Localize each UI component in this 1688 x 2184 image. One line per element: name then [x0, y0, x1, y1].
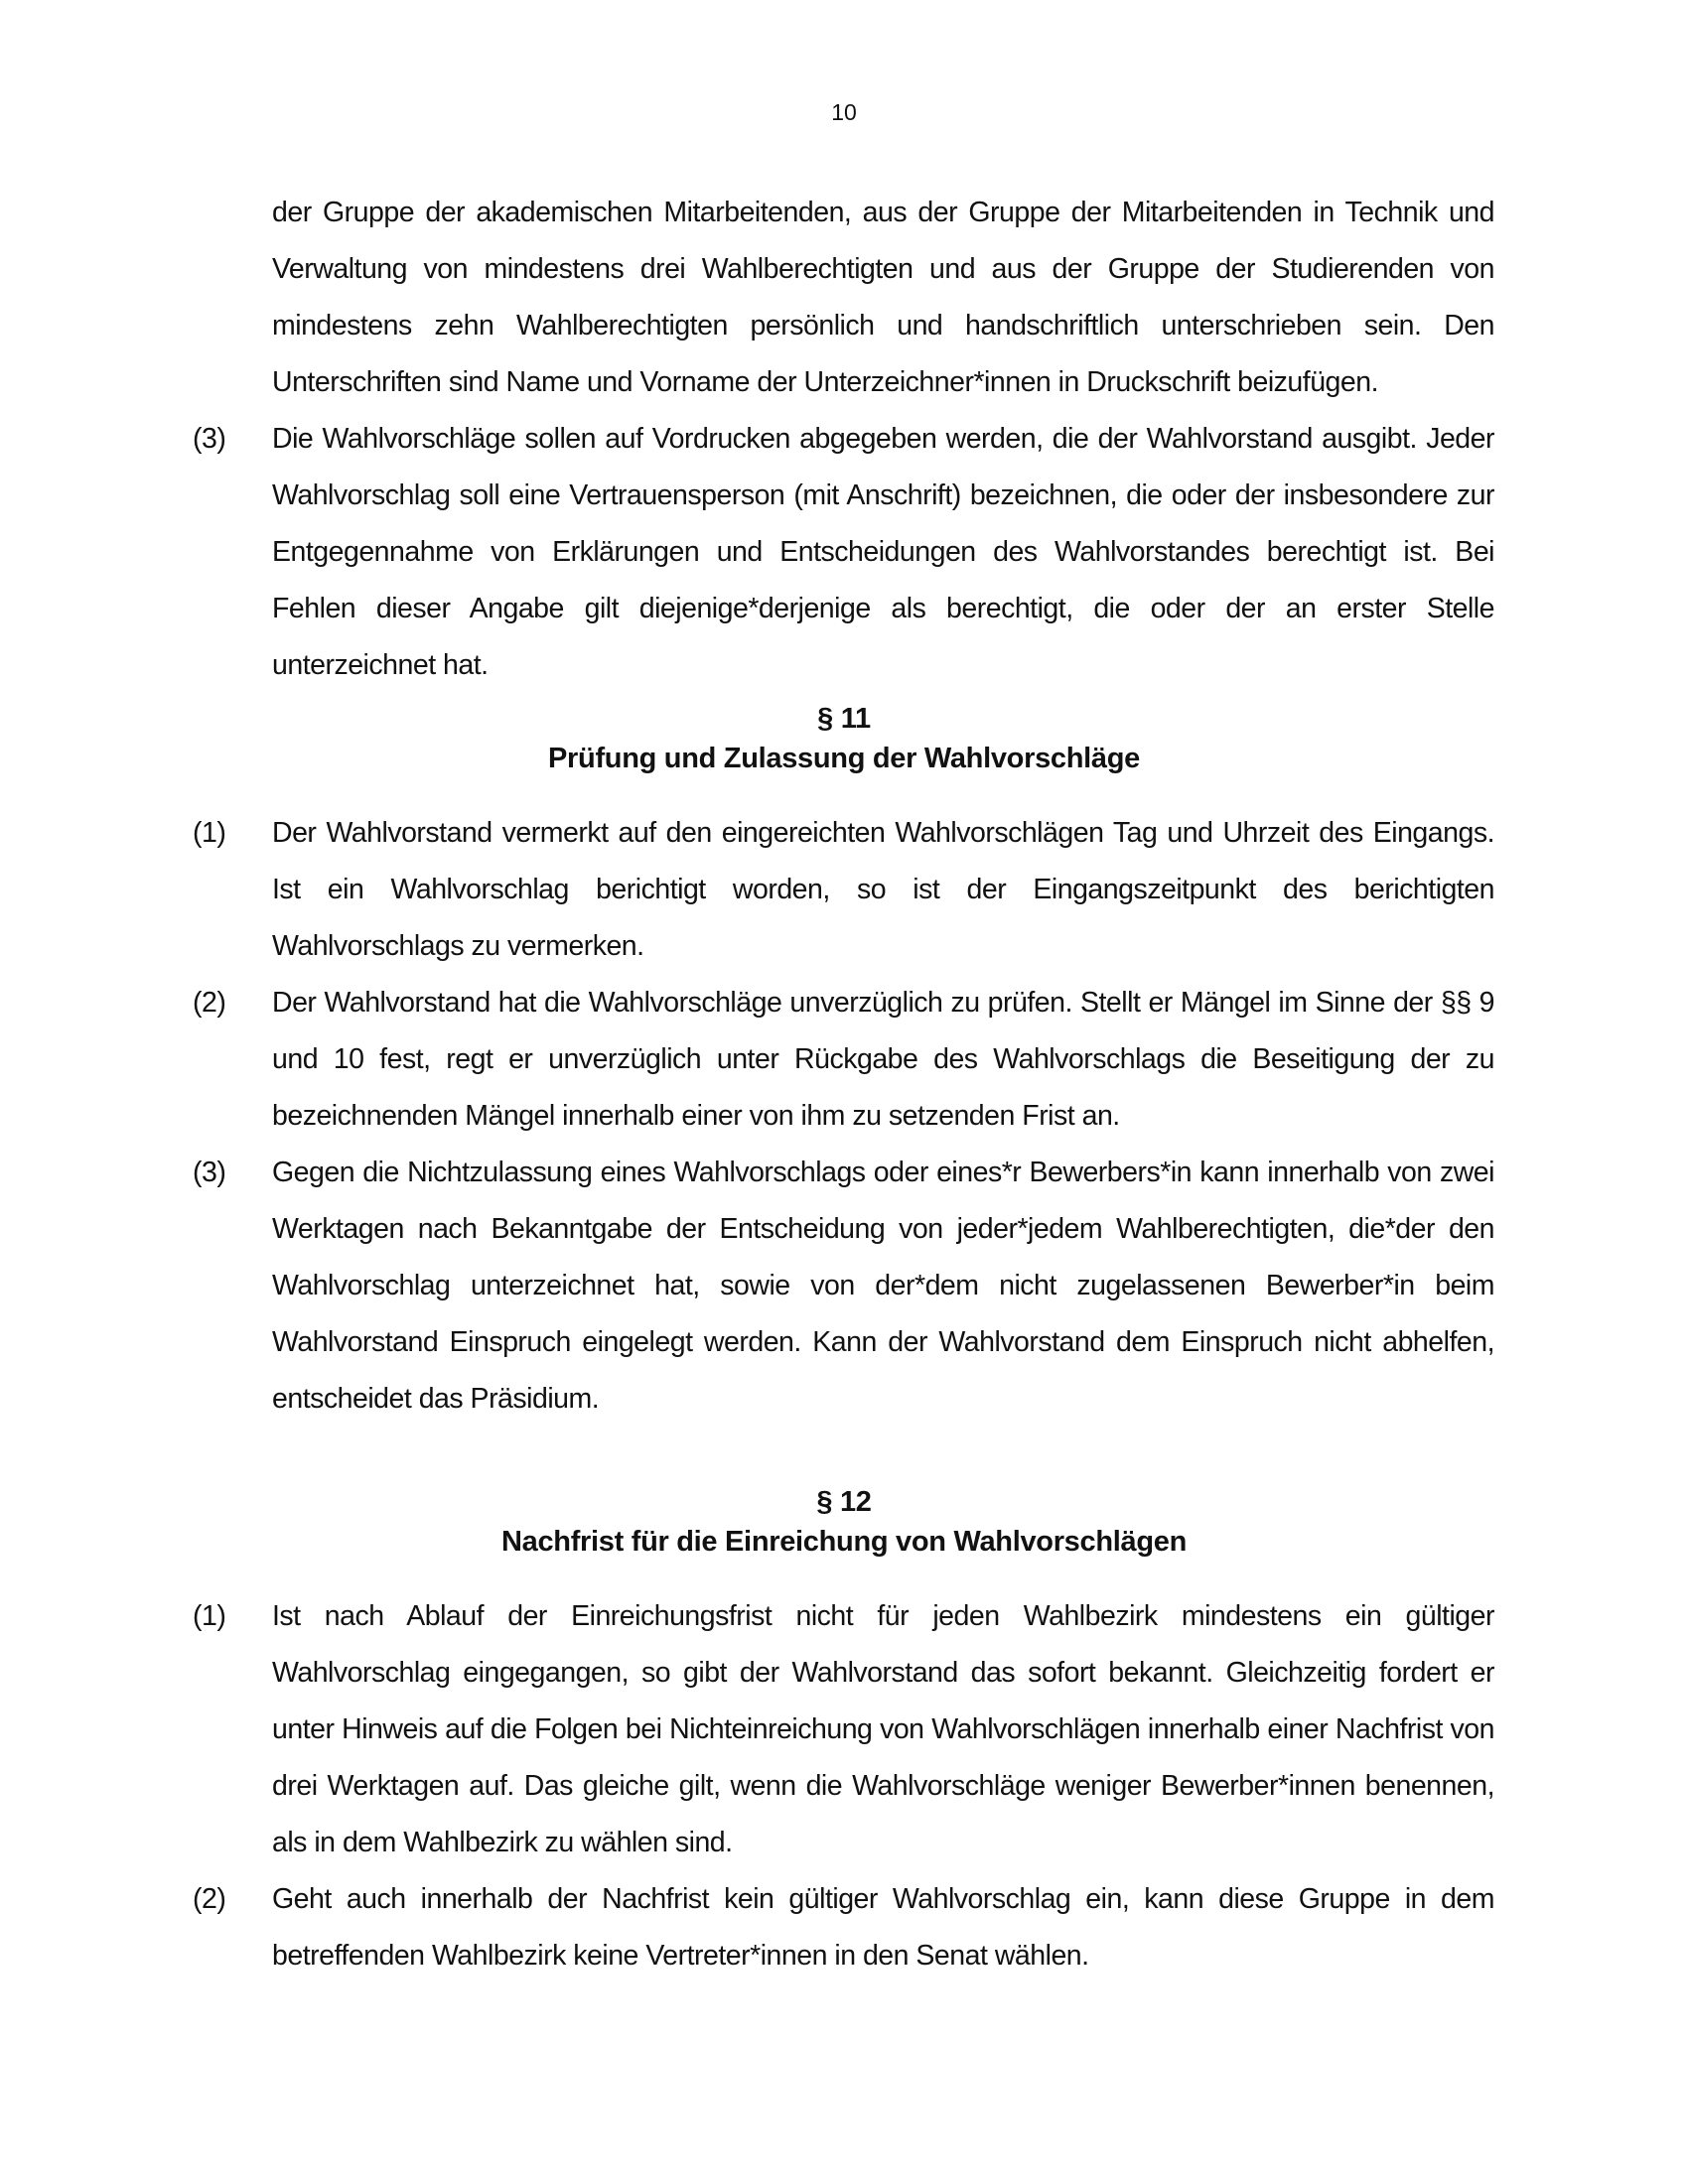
paragraph-text: Der Wahlvorstand hat die Wahlvorschläge unverzüglich zu prüfen. Stellt er Mängel im Sinne der §§ 9 und 10 fest, regt er unverzüglich unter Rückgabe des Wahlvorschlags die Beseitigung der zu bezeichnenden Mängel innerhalb einer von ihm zu setzenden Frist an.: [272, 987, 1494, 1132]
section-10-continuation: [193, 185, 1494, 694]
paragraph-number: (3): [193, 1157, 226, 1188]
paragraph-text: Der Wahlvorstand vermerkt auf den eingereichten Wahlvorschlägen Tag und Uhrzeit des Eingangs. Ist ein Wahlvorschlag berichtigt worden, so ist der Eingangszeitpunkt des berichtigten Wahlvorschlags zu vermerken.: [272, 817, 1494, 962]
paragraph-continuation: [193, 185, 1494, 411]
paragraph-12-2: [193, 1871, 1494, 1984]
section-12-body: [193, 1588, 1494, 1984]
paragraph-number: (1): [193, 1600, 226, 1632]
section-number: § 12: [816, 1486, 872, 1518]
paragraph-11-3: [193, 1145, 1494, 1428]
paragraph-10-3: [193, 411, 1494, 694]
paragraph-number: (2): [193, 1883, 226, 1915]
section-11-heading: [0, 699, 1688, 778]
paragraph-text: Geht auch innerhalb der Nachfrist kein gültiger Wahlvorschlag ein, kann diese Gruppe in dem betreffenden Wahlbezirk keine Vertreter*innen in den Senat wählen.: [272, 1883, 1494, 1972]
paragraph-12-1: [193, 1588, 1494, 1871]
paragraph-text: Die Wahlvorschläge sollen auf Vordrucken abgegeben werden, die der Wahlvorstand ausgibt. Jeder Wahlvorschlag soll eine Vertrauensperson (mit Anschrift) bezeichnen, die oder der insbesondere zur Entgegennahme von Erklärungen und Entscheidungen des Wahlvorstandes berechtigt ist. Bei Fehlen dieser Angabe gilt diejenige*derjenige als berechtigt, die oder der an erster Stelle unterzeichnet hat.: [272, 423, 1494, 681]
paragraph-number: (1): [193, 817, 226, 849]
section-11-body: [193, 805, 1494, 1428]
section-12-heading: [0, 1482, 1688, 1562]
page-number: 10: [831, 99, 857, 125]
paragraph-11-2: [193, 975, 1494, 1145]
paragraph-text: Ist nach Ablauf der Einreichungsfrist nicht für jeden Wahlbezirk mindestens ein gültiger Wahlvorschlag eingegangen, so gibt der Wahlvorstand das sofort bekannt. Gleichzeitig fordert er unter Hinweis auf die Folgen bei Nichteinreichung von Wahlvorschlägen innerhalb einer Nachfrist von drei Werktagen auf. Das gleiche gilt, wenn die Wahlvorschläge weniger Bewerber*innen benennen, als in dem Wahlbezirk zu wählen sind.: [272, 1600, 1494, 1858]
paragraph-number: (3): [193, 423, 226, 455]
paragraph-text: der Gruppe der akademischen Mitarbeitenden, aus der Gruppe der Mitarbeitenden in Technik und Verwaltung von mindestens drei Wahlberechtigten und aus der Gruppe der Studierenden von mindestens zehn Wahlberechtigten persönlich und handschriftlich unterschrieben sein. Den Unterschriften sind Name und Vorname der Unterzeichner*innen in Druckschrift beizufügen.: [272, 197, 1494, 398]
paragraph-number: (2): [193, 987, 226, 1019]
section-title: Prüfung und Zulassung der Wahlvorschläge: [548, 743, 1140, 774]
section-title: Nachfrist für die Einreichung von Wahlvorschlägen: [500, 1526, 1187, 1558]
paragraph-11-1: [193, 805, 1494, 975]
section-number: § 11: [817, 703, 871, 735]
paragraph-text: Gegen die Nichtzulassung eines Wahlvorschlags oder eines*r Bewerbers*in kann innerhalb von zwei Werktagen nach Bekanntgabe der Entscheidung von jeder*jedem Wahlberechtigten, die*der den Wahlvorschlag unterzeichnet hat, sowie von der*dem nicht zugelassenen Bewerber*in beim Wahlvorstand Einspruch eingelegt werden. Kann der Wahlvorstand dem Einspruch nicht abhelfen, entscheidet das Präsidium.: [272, 1157, 1494, 1415]
